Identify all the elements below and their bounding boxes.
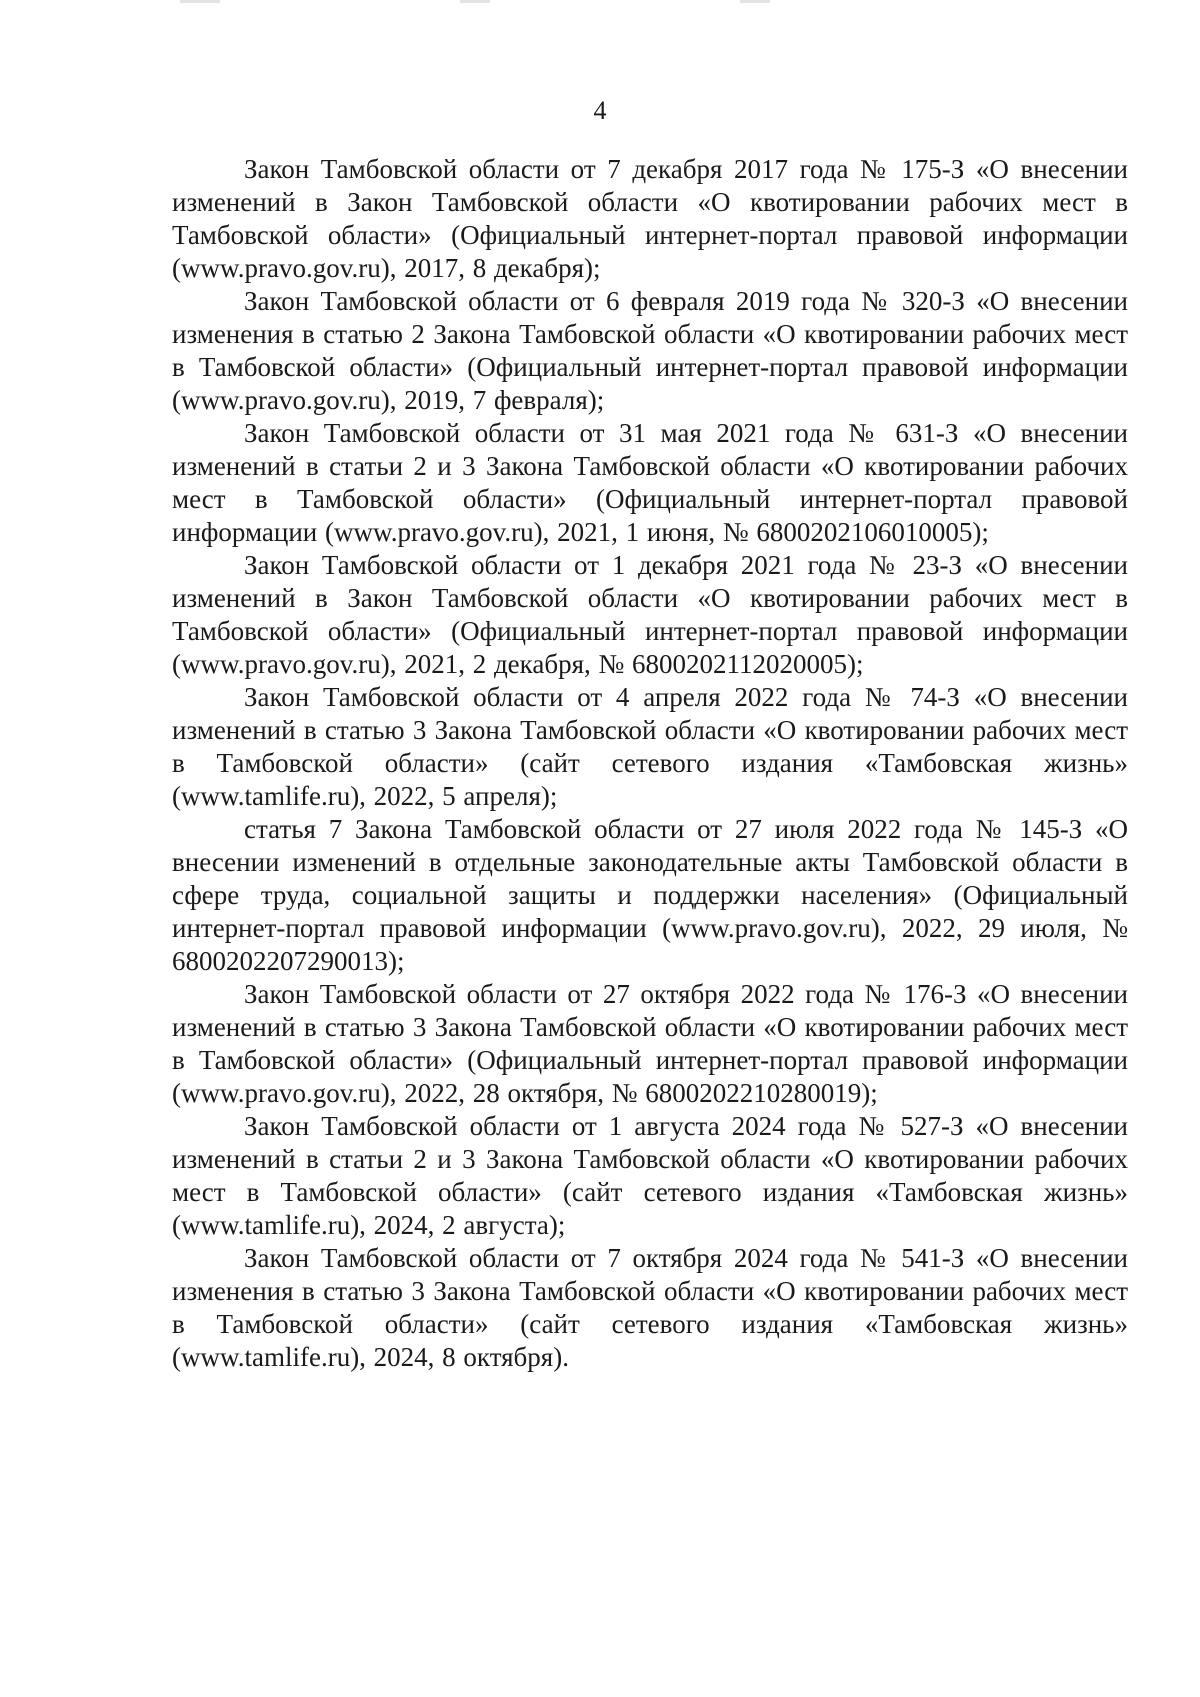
law-entry: Закон Тамбовской области от 1 августа 2024 года № 527-З «О внесении изменений в статьи 2 и 3 Закона Тамбовской области «О квотировании рабочих мест в Тамбовской области» (сайт сетевого издания «Тамбовская жизнь» (www.tamlife.ru), 2024, 2 августа);: [172, 1111, 1128, 1240]
law-entry: Закон Тамбовской области от 4 апреля 2022 года № 74-З «О внесении изменений в статью 3 Закона Тамбовской области «О квотировании рабочих мест в Тамбовской области» (сайт сетевого издания «Тамбовская жизнь» (www.tamlife.ru), 2022, 5 апреля);: [172, 682, 1128, 811]
law-entry: Закон Тамбовской области от 7 декабря 2017 года № 175-З «О внесении изменений в Закон Тамбовской области «О квотировании рабочих мест в Тамбовской области» (Официальный интернет-портал правовой информации (www.pravo.gov.ru), 2017, 8 декабря);: [172, 154, 1128, 283]
page-number: 4: [593, 96, 607, 125]
law-entry: Закон Тамбовской области от 31 мая 2021 года № 631-З «О внесении изменений в статьи 2 и 3 Закона Тамбовской области «О квотировании рабочих мест в Тамбовской области» (Официальный интернет-портал правовой информации (www.pravo.gov.ru), 2021, 1 июня, № 6800202106010005);: [172, 418, 1128, 547]
law-entry: Закон Тамбовской области от 7 октября 2024 года № 541-З «О внесении изменения в статью 3 Закона Тамбовской области «О квотировании рабочих мест в Тамбовской области» (сайт сетевого издания «Тамбовская жизнь» (www.tamlife.ru), 2024, 8 октября).: [172, 1243, 1128, 1372]
law-entry: Закон Тамбовской области от 1 декабря 2021 года № 23-З «О внесении изменений в Закон Тамбовской области «О квотировании рабочих мест в Тамбовской области» (Официальный интернет-портал правовой информации (www.pravo.gov.ru), 2021, 2 декабря, № 6800202112020005);: [172, 550, 1128, 679]
document-body: [172, 153, 1128, 1374]
scan-artifact: [460, 0, 490, 3]
scan-artifact: [740, 0, 770, 3]
law-entry: Закон Тамбовской области от 6 февраля 2019 года № 320-З «О внесении изменения в статью 2 Закона Тамбовской области «О квотировании рабочих мест в Тамбовской области» (Официальный интернет-портал правовой информации (www.pravo.gov.ru), 2019, 7 февраля);: [172, 286, 1128, 415]
law-entry: Закон Тамбовской области от 27 октября 2022 года № 176-З «О внесении изменений в статью 3 Закона Тамбовской области «О квотировании рабочих мест в Тамбовской области» (Официальный интернет-портал правовой информации (www.pravo.gov.ru), 2022, 28 октября, № 6800202210280019);: [172, 979, 1128, 1108]
law-entry: статья 7 Закона Тамбовской области от 27 июля 2022 года № 145-З «О внесении изменений в отдельные законодательные акты Тамбовской области в сфере труда, социальной защиты и поддержки населения» (Официальный интернет-портал правовой информации (www.pravo.gov.ru), 2022, 29 июля, № 6800202207290013);: [172, 814, 1128, 976]
scan-artifact: [180, 0, 220, 3]
